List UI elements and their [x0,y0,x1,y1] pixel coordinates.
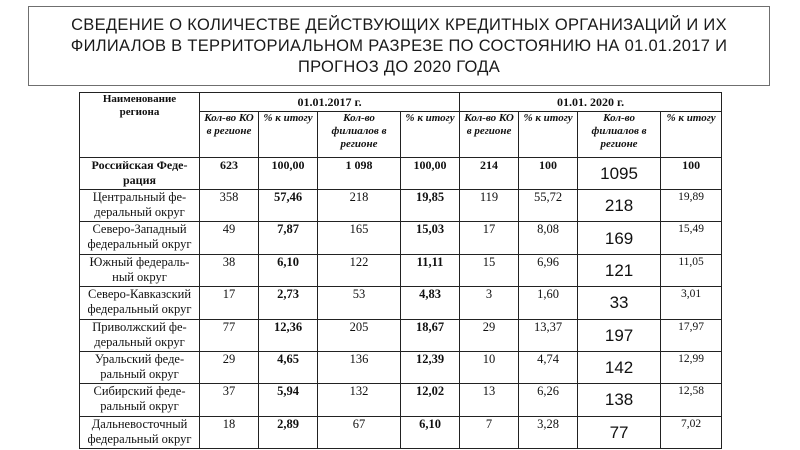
cell-pct-ko-2017: 7,87 [259,222,318,254]
cell-ko-2017: 17 [200,287,259,319]
cell-pct-ko-2017: 4,65 [259,351,318,383]
cell-ko-2020: 119 [460,190,519,222]
region-name: Российская Феде-рация [80,157,200,189]
cell-ko-2017: 29 [200,351,259,383]
cell-pct-fil-2020: 17,97 [661,319,722,351]
cell-fil-2017: 67 [318,416,401,448]
cell-pct-fil-2020: 100 [661,157,722,189]
region-name: Уральский феде-ральный округ [80,351,200,383]
header-row-groups [80,93,722,112]
cell-fil-2020: 218 [578,190,661,222]
cell-pct-ko-2020: 13,37 [519,319,578,351]
table-row-total [80,157,722,189]
table-row [80,384,722,416]
cell-pct-fil-2017: 4,83 [401,287,460,319]
table-row [80,287,722,319]
cell-pct-ko-2017: 57,46 [259,190,318,222]
cell-pct-fil-2020: 3,01 [661,287,722,319]
cell-pct-ko-2017: 2,89 [259,416,318,448]
cell-pct-ko-2020: 1,60 [519,287,578,319]
cell-pct-ko-2020: 100 [519,157,578,189]
col-header-pct-ko-2020: % к итогу [519,112,578,158]
cell-ko-2020: 214 [460,157,519,189]
cell-pct-fil-2020: 19,89 [661,190,722,222]
cell-fil-2017: 1 098 [318,157,401,189]
cell-pct-ko-2020: 3,28 [519,416,578,448]
cell-pct-ko-2020: 4,74 [519,351,578,383]
cell-fil-2020: 142 [578,351,661,383]
cell-ko-2017: 37 [200,384,259,416]
cell-fil-2017: 53 [318,287,401,319]
cell-pct-fil-2017: 6,10 [401,416,460,448]
title-box [28,6,770,86]
cell-pct-fil-2017: 11,11 [401,254,460,286]
cell-ko-2017: 77 [200,319,259,351]
cell-pct-ko-2020: 6,26 [519,384,578,416]
col-header-pct-fil-2017: % к итогу [401,112,460,158]
cell-ko-2020: 7 [460,416,519,448]
region-name: Южный федераль-ный округ [80,254,200,286]
cell-pct-ko-2017: 100,00 [259,157,318,189]
col-header-ko-2017: Кол-во КО в регионе [200,112,259,158]
cell-pct-fil-2017: 19,85 [401,190,460,222]
cell-ko-2020: 15 [460,254,519,286]
cell-fil-2017: 165 [318,222,401,254]
cell-pct-fil-2020: 12,58 [661,384,722,416]
cell-fil-2020: 1095 [578,157,661,189]
region-name: Центральный фе-деральный округ [80,190,200,222]
cell-fil-2020: 169 [578,222,661,254]
cell-ko-2020: 13 [460,384,519,416]
cell-pct-fil-2020: 12,99 [661,351,722,383]
cell-pct-fil-2017: 15,03 [401,222,460,254]
cell-pct-ko-2017: 5,94 [259,384,318,416]
col-header-ko-2020: Кол-во КО в регионе [460,112,519,158]
cell-fil-2017: 205 [318,319,401,351]
table-row [80,222,722,254]
cell-fil-2020: 197 [578,319,661,351]
group-header-2020: 01.01. 2020 г. [460,93,722,112]
page-title: СВЕДЕНИЕ О КОЛИЧЕСТВЕ ДЕЙСТВУЮЩИХ КРЕДИТНЫХ ОРГАНИЗАЦИЙ И ИХ ФИЛИАЛОВ В ТЕРРИТОРИАЛЬНОМ РАЗРЕЗЕ ПО СОСТОЯНИЮ НА 01.01.2017 И ПРОГНОЗ ДО 2020 ГОДА [70,15,728,76]
col-header-fil-2020: Кол-во филиалов в регионе [578,112,661,158]
table-row [80,190,722,222]
cell-pct-fil-2020: 11,05 [661,254,722,286]
cell-pct-fil-2017: 12,02 [401,384,460,416]
cell-fil-2020: 33 [578,287,661,319]
cell-pct-ko-2020: 6,96 [519,254,578,286]
region-name: Дальневосточный федеральный округ [80,416,200,448]
region-column-header: Наименование региона [80,93,200,158]
cell-pct-fil-2020: 7,02 [661,416,722,448]
table-row [80,416,722,448]
cell-fil-2017: 122 [318,254,401,286]
col-header-fil-2017: Кол-во филиалов в регионе [318,112,401,158]
cell-pct-fil-2020: 15,49 [661,222,722,254]
cell-pct-fil-2017: 18,67 [401,319,460,351]
cell-fil-2017: 218 [318,190,401,222]
regions-table [79,92,722,449]
cell-ko-2020: 10 [460,351,519,383]
cell-ko-2017: 18 [200,416,259,448]
col-header-pct-ko-2017: % к итогу [259,112,318,158]
cell-pct-ko-2017: 12,36 [259,319,318,351]
cell-ko-2020: 3 [460,287,519,319]
cell-ko-2017: 38 [200,254,259,286]
cell-ko-2017: 49 [200,222,259,254]
region-name: Сибирский феде-ральный округ [80,384,200,416]
cell-fil-2020: 121 [578,254,661,286]
region-name: Северо-Западный федеральный округ [80,222,200,254]
table-row [80,254,722,286]
cell-pct-fil-2017: 100,00 [401,157,460,189]
cell-fil-2020: 138 [578,384,661,416]
cell-pct-ko-2020: 55,72 [519,190,578,222]
cell-fil-2020: 77 [578,416,661,448]
cell-ko-2017: 358 [200,190,259,222]
cell-pct-fil-2017: 12,39 [401,351,460,383]
group-header-2017: 01.01.2017 г. [200,93,460,112]
cell-fil-2017: 132 [318,384,401,416]
cell-fil-2017: 136 [318,351,401,383]
cell-ko-2017: 623 [200,157,259,189]
cell-pct-ko-2017: 6,10 [259,254,318,286]
cell-pct-ko-2017: 2,73 [259,287,318,319]
col-header-pct-fil-2020: % к итогу [661,112,722,158]
table-row [80,319,722,351]
cell-ko-2020: 17 [460,222,519,254]
region-name: Северо-Кавказский федеральный округ [80,287,200,319]
region-name: Приволжский фе-деральный округ [80,319,200,351]
cell-pct-ko-2020: 8,08 [519,222,578,254]
cell-ko-2020: 29 [460,319,519,351]
table-row [80,351,722,383]
